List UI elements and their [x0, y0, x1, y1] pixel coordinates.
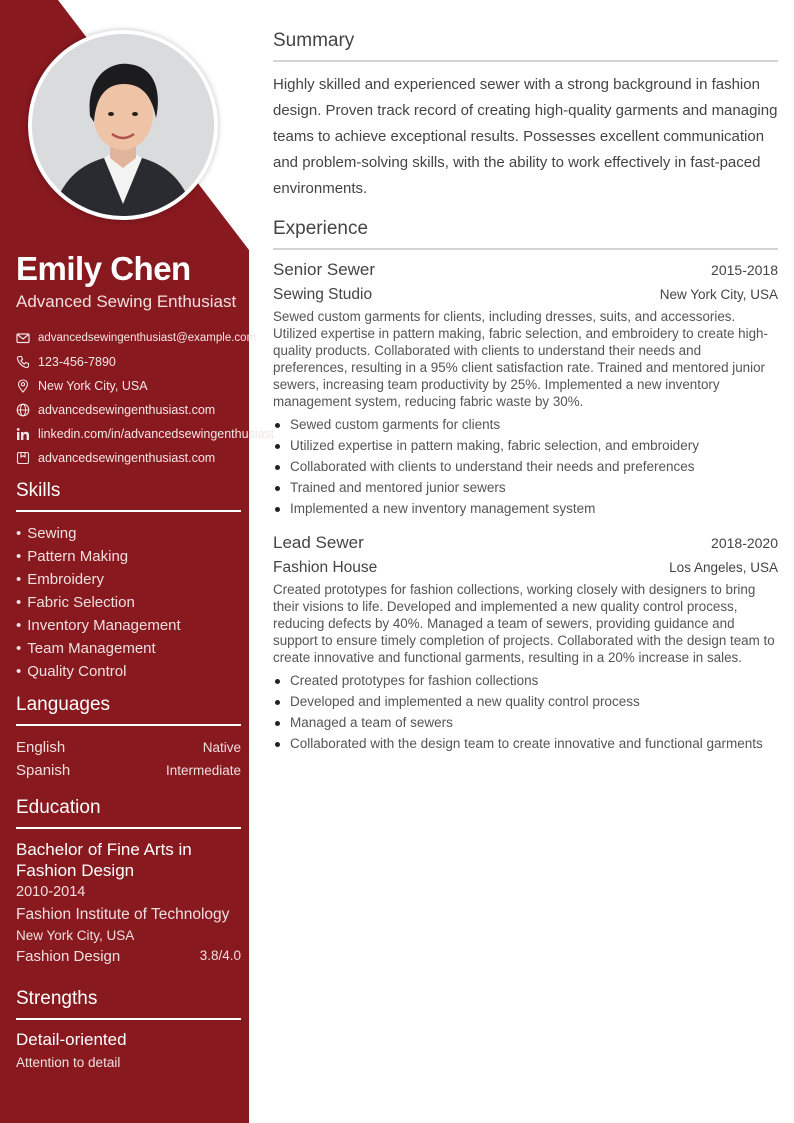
summary-section [273, 30, 778, 202]
linkedin-text: linkedin.com/in/advancedsewingenthusiast [38, 427, 275, 441]
job-bullet: Utilized expertise in pattern making, fabric selection, and embroidery [273, 435, 778, 456]
language-level: Intermediate [165, 763, 241, 778]
envelope-icon [16, 331, 30, 345]
email-text: advancedsewingenthusiast@example.com [38, 332, 257, 344]
job-location: New York City, USA [659, 287, 778, 302]
education-field-row [16, 948, 241, 965]
portfolio-icon [16, 451, 30, 465]
strengths-section [16, 988, 241, 1070]
job-bullet: Developed and implemented a new quality control process [273, 691, 778, 712]
education-gpa: 3.8/4.0 [199, 948, 241, 963]
contact-location [16, 374, 316, 398]
education-heading: Education [16, 797, 241, 829]
contact-email[interactable] [16, 326, 316, 350]
linkedin-icon [16, 427, 30, 441]
contact-list [16, 326, 316, 470]
summary-text: Highly skilled and experienced sewer with a strong background in fashion design. Proven track record of creating high-quality garments and managing teams to achieve exceptional results. Possesses excellent communication and problem-solving skills, with the ability to work effectively in fast-paced environments. [273, 76, 778, 197]
contact-linkedin[interactable] [16, 422, 316, 446]
job-bullet: Implemented a new inventory management system [273, 498, 778, 519]
job-entry [273, 260, 778, 519]
skills-section [16, 480, 241, 683]
job-description: Created prototypes for fashion collections, working closely with designers to bring their visions to life. Developed and implemented a new quality control process, reducing defects by 40%. Managed a team of sewers, providing guidance and support to ensure timely completion of projects. Collaborated with the design team to create innovative and functional garments, resulting in a 20% increase in sales. [273, 582, 775, 665]
language-name: English [16, 739, 66, 756]
skill-item: • Embroidery [16, 568, 241, 591]
job-bullets [273, 670, 778, 754]
education-school: Fashion Institute of Technology [16, 906, 230, 923]
candidate-title: Advanced Sewing Enthusiast [16, 292, 237, 311]
education-section [16, 797, 241, 965]
contact-portfolio[interactable] [16, 446, 316, 470]
job-bullet: Created prototypes for fashion collections [273, 670, 778, 691]
job-bullet: Trained and mentored junior sewers [273, 477, 778, 498]
job-title: Senior Sewer [273, 260, 376, 279]
job-bullet: Managed a team of sewers [273, 712, 778, 733]
job-dates: 2015-2018 [711, 262, 778, 278]
skill-item: • Sewing [16, 522, 241, 545]
contact-website[interactable] [16, 398, 316, 422]
strengths-heading: Strengths [16, 988, 241, 1020]
language-name: Spanish [16, 762, 71, 779]
job-dates: 2018-2020 [711, 535, 778, 551]
candidate-name: Emily Chen [16, 250, 191, 287]
language-level: Native [202, 740, 241, 755]
skills-list [16, 522, 241, 683]
contact-phone[interactable] [16, 350, 316, 374]
job-bullet: Collaborated with the design team to create innovative and functional garments [273, 733, 778, 754]
summary-heading: Summary [273, 30, 778, 62]
language-row [16, 759, 241, 782]
job-entry [273, 533, 778, 754]
map-pin-icon [16, 379, 30, 393]
phone-icon [16, 355, 30, 369]
skill-item: • Inventory Management [16, 614, 241, 637]
job-location: Los Angeles, USA [669, 560, 778, 575]
job-description: Sewed custom garments for clients, including dresses, suits, and accessories. Utilized expertise in pattern making, fabric selection, and embroidery to create high-quality products. Collaborated with clients to understand their needs and preferences, resulting in a 95% client satisfaction rate. Trained and mentored junior sewers, increasing team productivity by 25%. Implemented a new inventory management system, reducing fabric waste by 30%. [273, 309, 768, 409]
skill-item: • Fabric Selection [16, 591, 241, 614]
job-company: Sewing Studio [273, 286, 373, 303]
strength-name: Detail-oriented [16, 1030, 127, 1049]
profile-photo [28, 30, 218, 220]
skill-item: • Team Management [16, 637, 241, 660]
skills-heading: Skills [16, 480, 241, 512]
education-degree: Bachelor of Fine Arts in Fashion Design [16, 840, 192, 880]
skill-item: • Pattern Making [16, 545, 241, 568]
job-company: Fashion House [273, 559, 378, 576]
job-title: Lead Sewer [273, 533, 364, 552]
education-years: 2010-2014 [16, 884, 86, 900]
education-location: New York City, USA [16, 928, 135, 943]
languages-section [16, 694, 241, 782]
job-bullet: Collaborated with clients to understand their needs and preferences [273, 456, 778, 477]
language-row [16, 736, 241, 759]
main-content [273, 30, 778, 754]
experience-heading: Experience [273, 218, 778, 250]
job-bullets [273, 414, 778, 519]
experience-section [273, 218, 778, 754]
job-bullet: Sewed custom garments for clients [273, 414, 778, 435]
portfolio-text: advancedsewingenthusiast.com [38, 451, 216, 465]
location-text: New York City, USA [38, 379, 148, 393]
skill-item: • Quality Control [16, 660, 241, 683]
education-field: Fashion Design [16, 948, 121, 965]
globe-icon [16, 403, 30, 417]
strength-description: Attention to detail [16, 1055, 121, 1070]
phone-text: 123-456-7890 [38, 355, 116, 369]
languages-heading: Languages [16, 694, 241, 726]
website-text: advancedsewingenthusiast.com [38, 403, 216, 417]
